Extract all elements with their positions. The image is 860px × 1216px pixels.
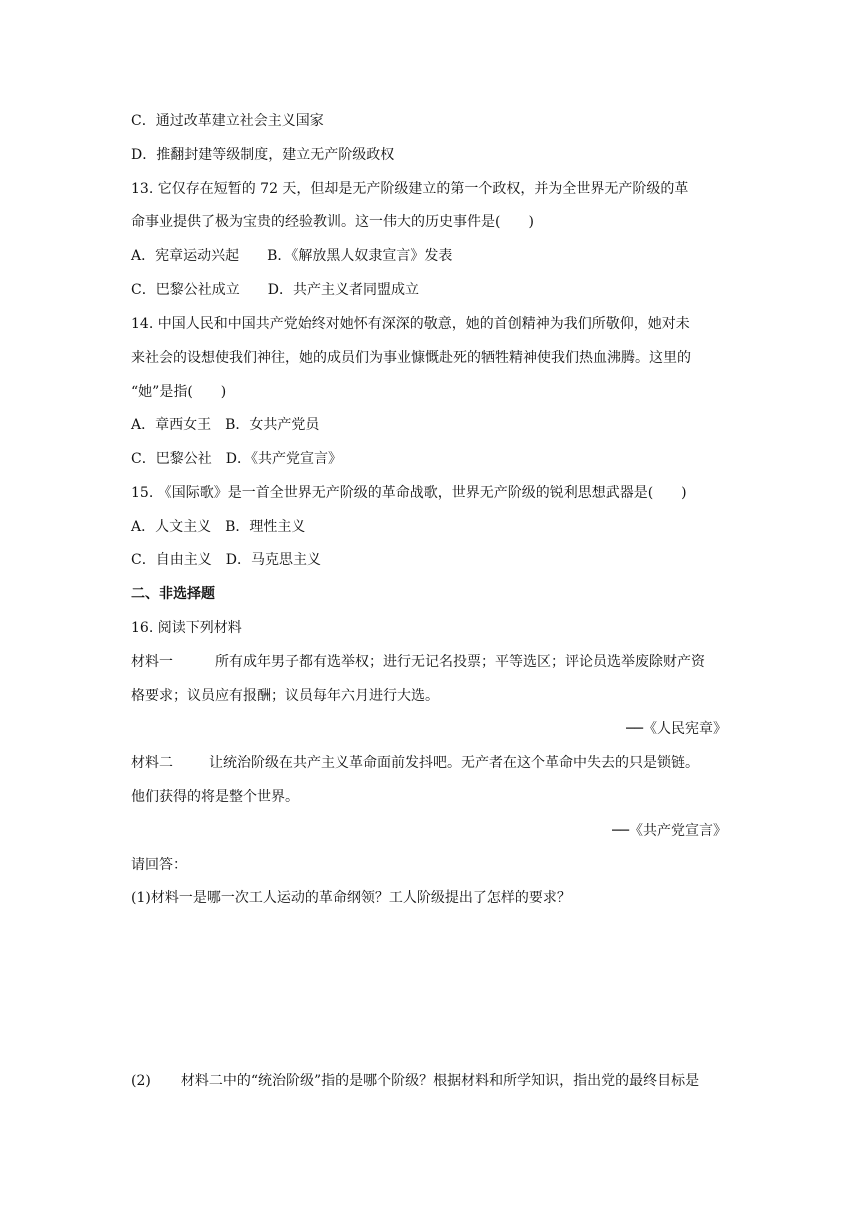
q16-material-2-line-2: 他们获得的将是整个世界。: [131, 789, 299, 805]
q13-option-a: A．宪章运动兴起: [131, 248, 240, 264]
q15-option-d: D．马克思主义: [225, 552, 321, 568]
q13-options-cd: [131, 280, 731, 300]
q15-option-b: B．理性主义: [225, 519, 306, 535]
q14-option-d: D．《共产党宣言》: [225, 451, 342, 467]
q16-material-2-text: 让统治阶级在共产主义革命面前发抖吧。无产者在这个革命中失去的只是锁链。: [209, 755, 699, 771]
q13-stem-line-2: 命事业提供了极为宝贵的经验教训。这一伟大的历史事件是( ): [131, 214, 534, 230]
section-2-title: 二、非选择题: [131, 586, 215, 602]
q16-sub-question-2-text: 材料二中的“统治阶级”指的是哪个阶级？根据材料和所学知识，指出党的最终目标是: [180, 1073, 700, 1089]
q12-option-c: C．通过改革建立社会主义国家: [131, 113, 324, 129]
q14-option-c: C．巴黎公社: [131, 451, 212, 467]
q16-sub-question-1: (1)材料一是哪一次工人运动的革命纲领？工人阶级提出了怎样的要求？: [131, 890, 571, 906]
q13-options-ab: [131, 246, 731, 266]
q16-prompt: 请回答：: [131, 857, 187, 873]
q16-material-1-source: ──《人民宪章》: [626, 721, 727, 737]
q14-stem-line-1: 14. 中国人民和中国共产党始终对她怀有深深的敬意，她的首创精神为我们所敬仰，她对未: [131, 316, 690, 332]
q14-options-ab: [131, 415, 731, 435]
q13-option-c: C．巴黎公社成立: [131, 282, 240, 298]
q12-option-d: D．推翻封建等级制度，建立无产阶级政权: [131, 147, 395, 163]
q16-material-1-line-1: [131, 652, 731, 672]
q13-option-b: B．《解放黑人奴隶宣言》发表: [267, 248, 453, 264]
q14-stem-line-2: 来社会的设想使我们神往，她的成员们为事业慷慨赴死的牺牲精神使我们热血沸腾。这里的: [131, 350, 691, 366]
q14-option-a: A．章西女王: [131, 417, 212, 433]
q16-material-2-label: 材料二: [131, 755, 173, 771]
q15-options-ab: [131, 517, 731, 537]
q16-material-1-text: 所有成年男子都有选举权；进行无记名投票；平等选区；评论员选举废除财产资: [215, 654, 705, 670]
q13-stem-line-1: 13. 它仅存在短暂的 72 天，但却是无产阶级建立的第一个政权，并为全世界无产阶级的革: [131, 181, 689, 197]
q16-sub-question-2-number: (2): [131, 1073, 151, 1089]
q15-stem-line-1: 15. 《国际歌》是一首全世界无产阶级的革命战歌，世界无产阶级的锐利思想武器是( ): [131, 485, 687, 501]
q14-options-cd: [131, 449, 731, 469]
q15-option-c: C．自由主义: [131, 552, 212, 568]
q16-material-2-source: ──《共产党宣言》: [612, 823, 727, 839]
q14-option-b: B．女共产党员: [225, 417, 320, 433]
q16-material-2-line-1: [131, 753, 731, 773]
q15-options-cd: [131, 550, 731, 570]
q15-option-a: A．人文主义: [131, 519, 212, 535]
q14-stem-line-3: “她”是指( ): [131, 384, 227, 400]
q16-material-1-line-2: 格要求；议员应有报酬；议员每年六月进行大选。: [131, 688, 439, 704]
q16-material-1-label: 材料一: [131, 654, 173, 670]
q16-sub-question-2: [131, 1071, 731, 1091]
q13-option-d: D．共产主义者同盟成立: [267, 282, 419, 298]
q16-intro: 16. 阅读下列材料: [131, 620, 242, 636]
